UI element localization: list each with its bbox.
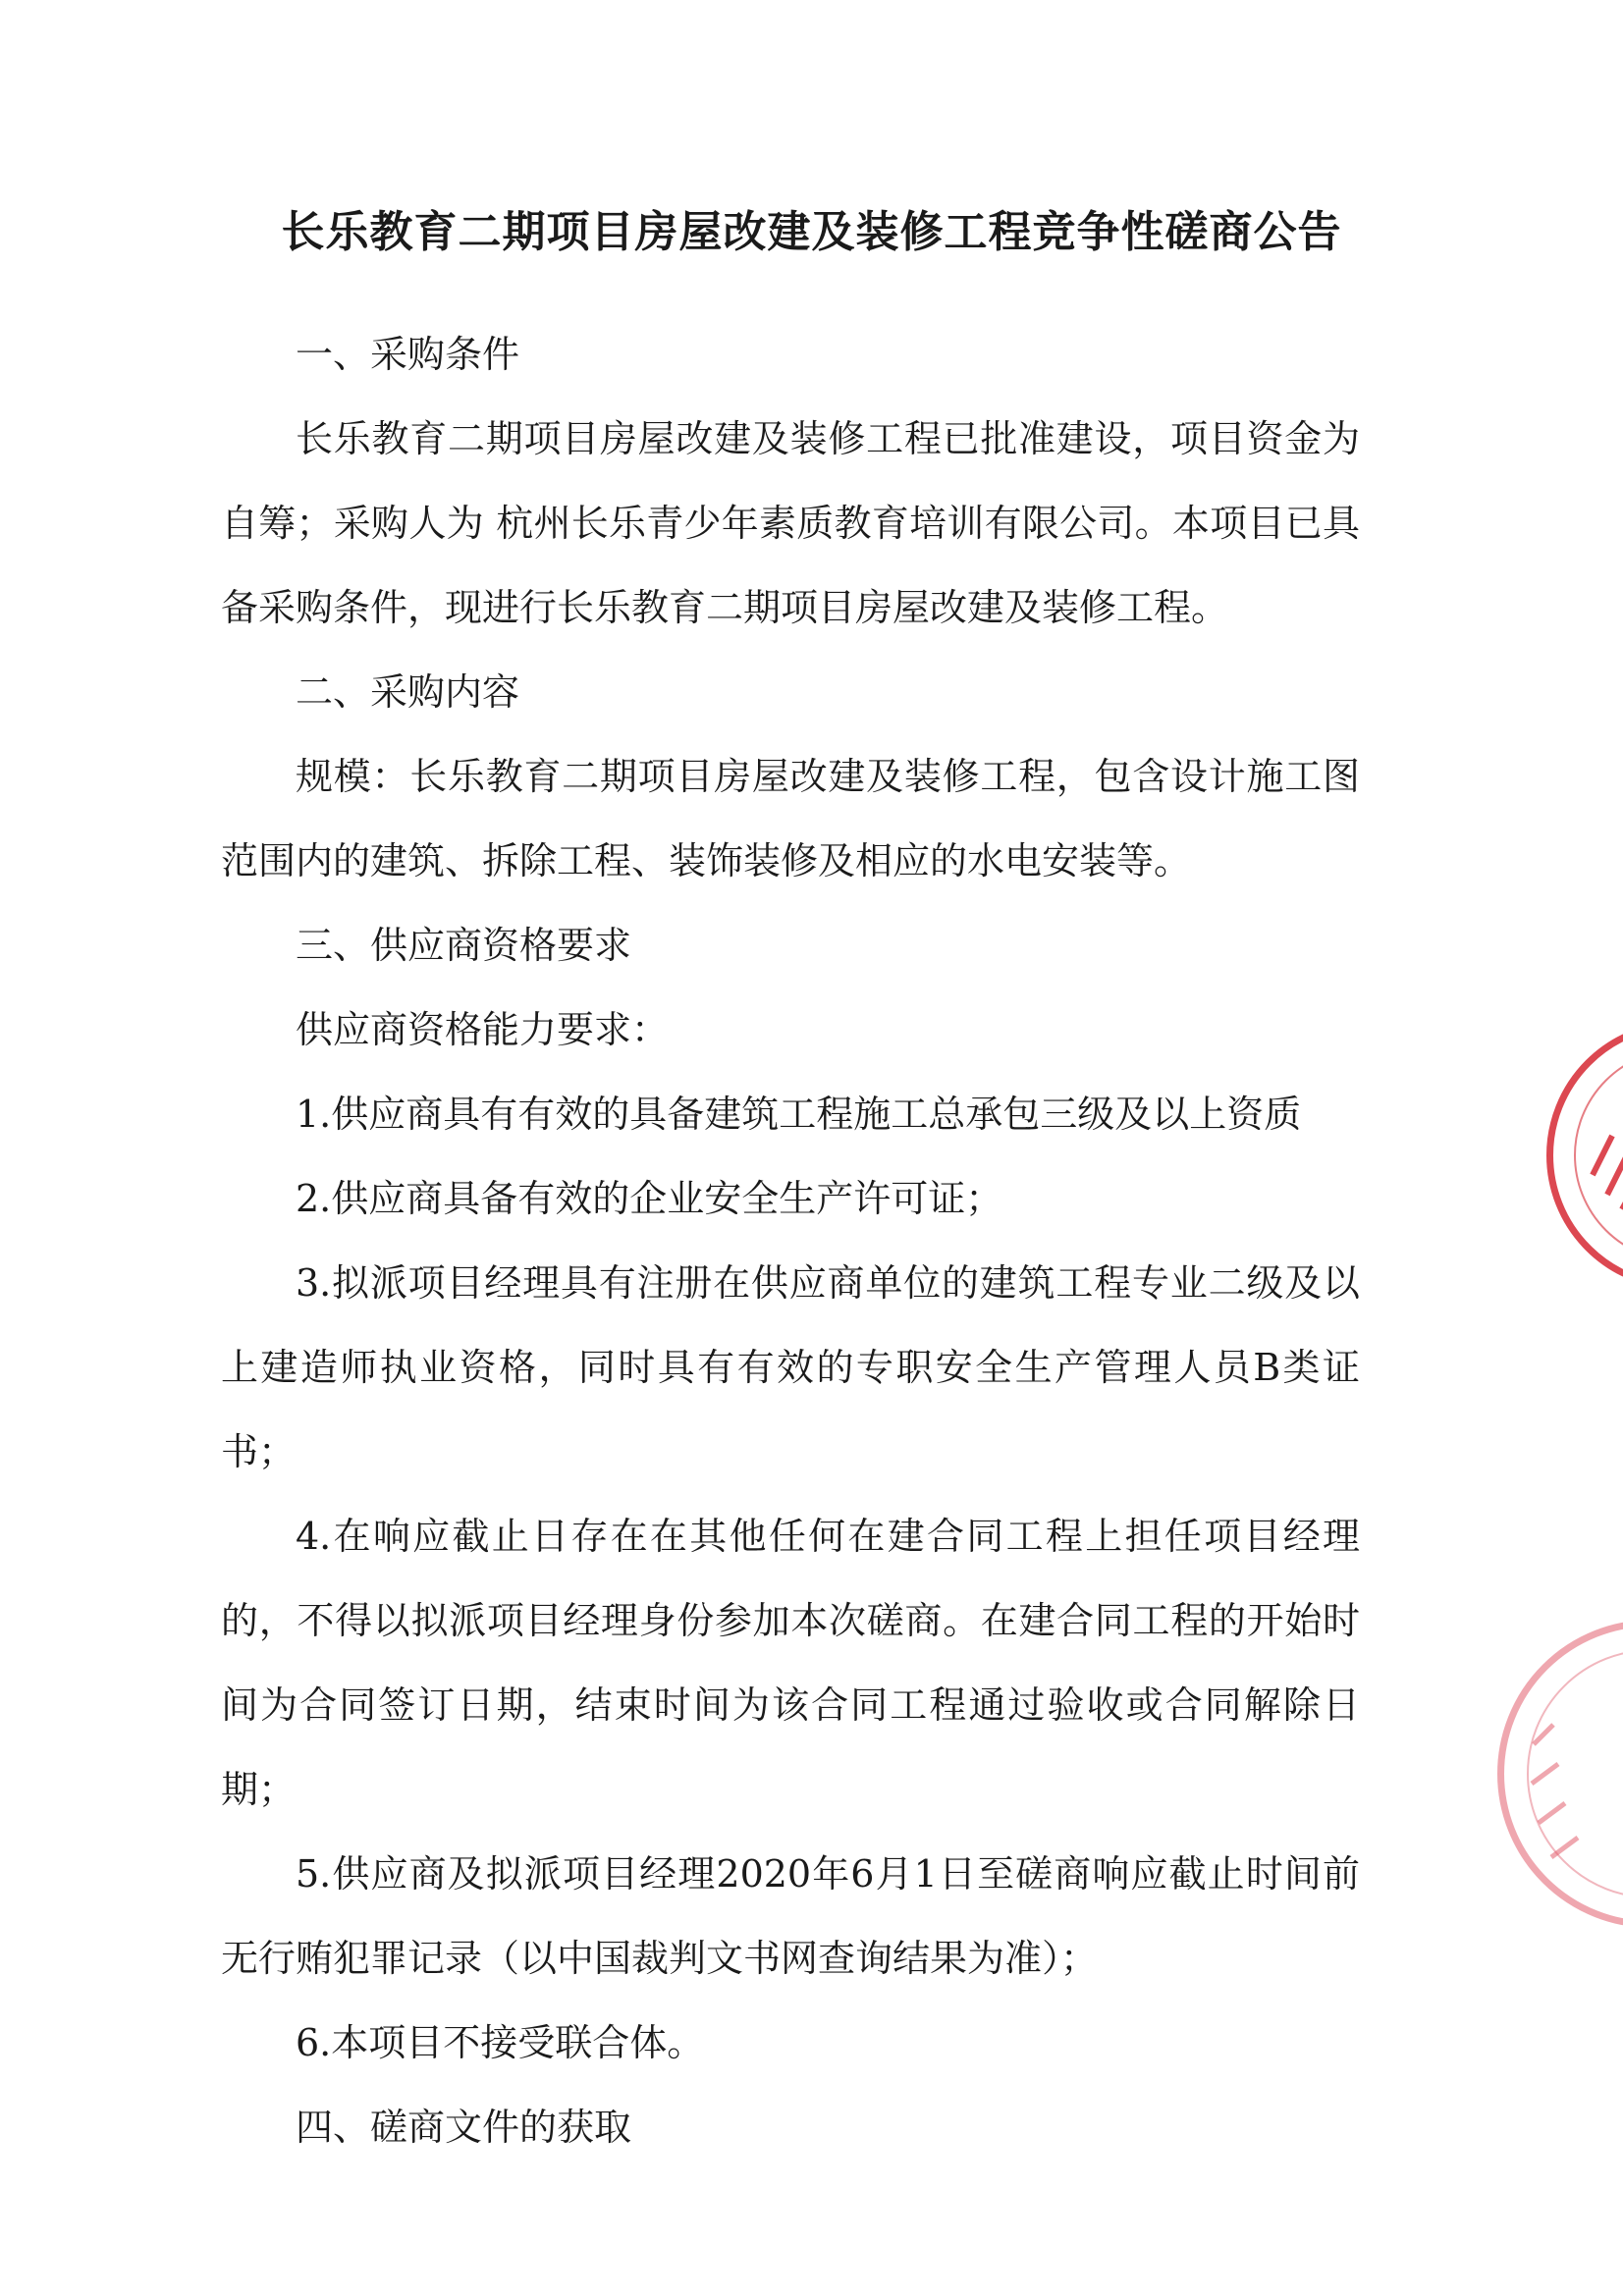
section-heading: 二、采购内容 [296, 670, 520, 714]
list-item: 4.在响应截止日存在在其他任何在建合同工程上担任项目经理的，不得以拟派项目经理身份参加本次磋商。在建合同工程的开始时间为合同签订日期，结束时间为该合同工程通过验收或合同解除日期； [221, 1515, 1360, 1811]
section-heading: 一、采购条件 [296, 333, 520, 376]
list-item: 6.本项目不接受联合体。 [296, 2021, 705, 2064]
consultant-seal-stamp [1497, 1620, 1623, 1928]
seal-inner-ring [1553, 1028, 1623, 1283]
paragraph: 供应商资格能力要求： [296, 1008, 670, 1051]
document-body [221, 312, 1360, 2169]
list-item: 1.供应商具有有效的具备建筑工程施工总承包三级及以上资质 [296, 1093, 1302, 1136]
list-item: 5.供应商及拟派项目经理2020年6月1日至磋商响应截止时间前无行贿犯罪记录（以中国裁判文书网查询结果为准）； [221, 1852, 1360, 1980]
list-item: 3.拟派项目经理具有注册在供应商单位的建筑工程专业二级及以上建造师执业资格，同时具有有效的专职安全生产管理人员B类证书； [221, 1261, 1360, 1473]
section-heading: 三、供应商资格要求 [296, 924, 632, 967]
list-item: 2.供应商具备有效的企业安全生产许可证； [296, 1177, 1003, 1220]
section-heading: 四、磋商文件的获取 [296, 2106, 632, 2149]
company-seal-stamp [1546, 1021, 1623, 1290]
document-title: 长乐教育二期项目房屋改建及装修工程竞争性磋商公告 [281, 207, 1342, 257]
paragraph: 规模：长乐教育二期项目房屋改建及装修工程，包含设计施工图范围内的建筑、拆除工程、装饰装修及相应的水电安装等。 [221, 755, 1360, 882]
paragraph: 长乐教育二期项目房屋改建及装修工程已批准建设，项目资金为自筹；采购人为 杭州长乐青少年素质教育培训有限公司。本项目已具备采购条件，现进行长乐教育二期项目房屋改建及装修工程。 [221, 417, 1360, 629]
seal-inner-ring [1504, 1627, 1623, 1921]
